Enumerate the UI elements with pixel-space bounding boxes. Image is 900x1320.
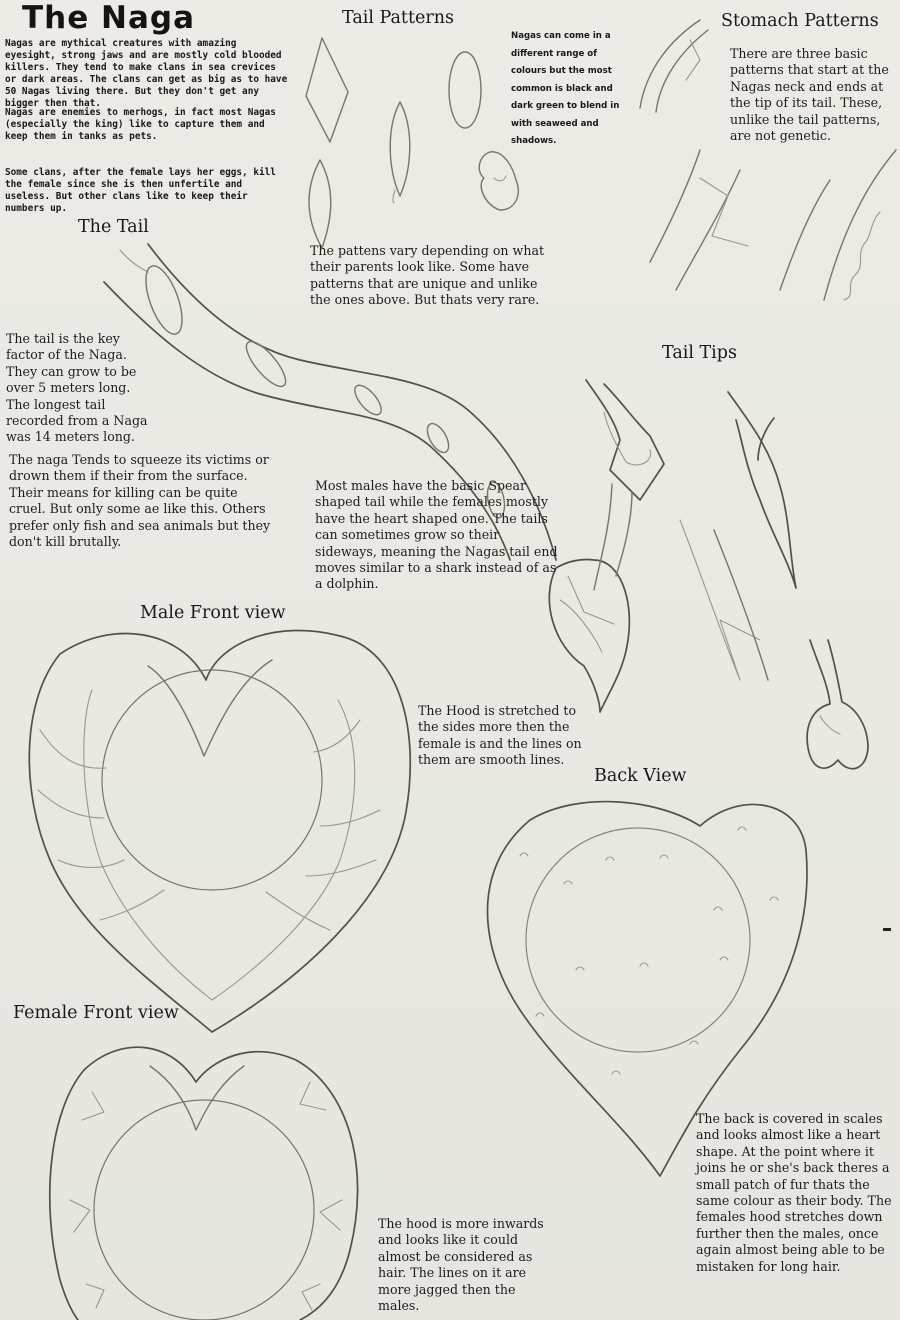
female-front-view-caption: The hood is more inwards and looks like it could almost be considered as hair. The lines on it are more jagged then the males.: [378, 1216, 544, 1314]
tail-pattern-sketches: [306, 38, 518, 248]
female-front-view-heading: Female Front view: [13, 1003, 179, 1023]
tail-patterns-caption: The pattens vary depending on what their parents look like. Some have patterns that are unique and unlike the ones above. But thats very rare.: [310, 243, 545, 308]
back-view-heading: Back View: [594, 766, 687, 786]
the-tail-paragraph-1: The tail is the key factor of the Naga. They can grow to be over 5 meters long. The longest tail recorded from a Naga was 14 meters long.: [6, 331, 148, 445]
intro-paragraph-2: Nagas are enemies to merhogs, in fact most Nagas (especially the king) like to capture them and keep them in tanks as pets.: [5, 107, 276, 142]
tail-patterns-heading: Tail Patterns: [342, 8, 454, 28]
female-front-view-sketch: [50, 1047, 358, 1320]
intro-paragraph-1: Nagas are mythical creatures with amazing eyesight, strong jaws and are mostly cold blooded killers. They tend to make clans in sea crevices or dark areas. The clans can get as big as to have 50 Nagas living there. But they don't get any bigger then that.: [5, 38, 288, 109]
male-front-view-heading: Male Front view: [140, 603, 286, 623]
the-tail-heading: The Tail: [78, 217, 149, 237]
ink-mark: [883, 928, 891, 931]
colour-note: Nagas can come in a different range of colours but the most common is black and dark green to blend in with seaweed and shadows.: [511, 31, 620, 146]
stomach-patterns-heading: Stomach Patterns: [721, 11, 879, 31]
male-front-view-sketch: [29, 630, 410, 1032]
intro-paragraph-3: Some clans, after the female lays her eggs, kill the female since she is then unfertile and useless. But other clans like to keep their numbers up.: [5, 167, 276, 214]
tail-pattern-diamond: [306, 38, 348, 142]
page-title: The Naga: [22, 0, 196, 36]
the-tail-paragraph-2: The naga Tends to squeeze its victims or drown them if their from the surface. Their means for killing can be quite cruel. But only some ae like this. Others prefer only fish and sea animals but they don't kill brutally.: [9, 452, 271, 550]
tail-pattern-leaf: [390, 102, 410, 196]
stomach-patterns-caption: There are three basic patterns that start at the Nagas neck and ends at the tip of its tail. These, unlike the tail patterns, are not genetic.: [730, 46, 889, 144]
tail-tip-sketches: [586, 380, 868, 769]
tail-pattern-oval: [449, 52, 481, 128]
tail-tips-heading: Tail Tips: [662, 343, 737, 363]
male-front-view-caption: The Hood is stretched to the sides more then the female is and the lines on them are smooth lines.: [418, 703, 582, 768]
tail-pattern-lens: [309, 160, 331, 248]
back-view-caption: The back is covered in scales and looks almost like a heart shape. At the point where it joins he or she's back theres a small patch of fur thats the same colour as their body. The females hood stretches down further then the males, once again almost being able to be mistaken for long hair.: [696, 1111, 892, 1274]
the-tail-paragraph-3: Most males have the basic Spear shaped tail while the females mostly have the heart shaped one. The tails can sometimes grow so their sideways, meaning the Nagas tail end moves similar to a shark instead of as a dolphin.: [315, 478, 558, 592]
